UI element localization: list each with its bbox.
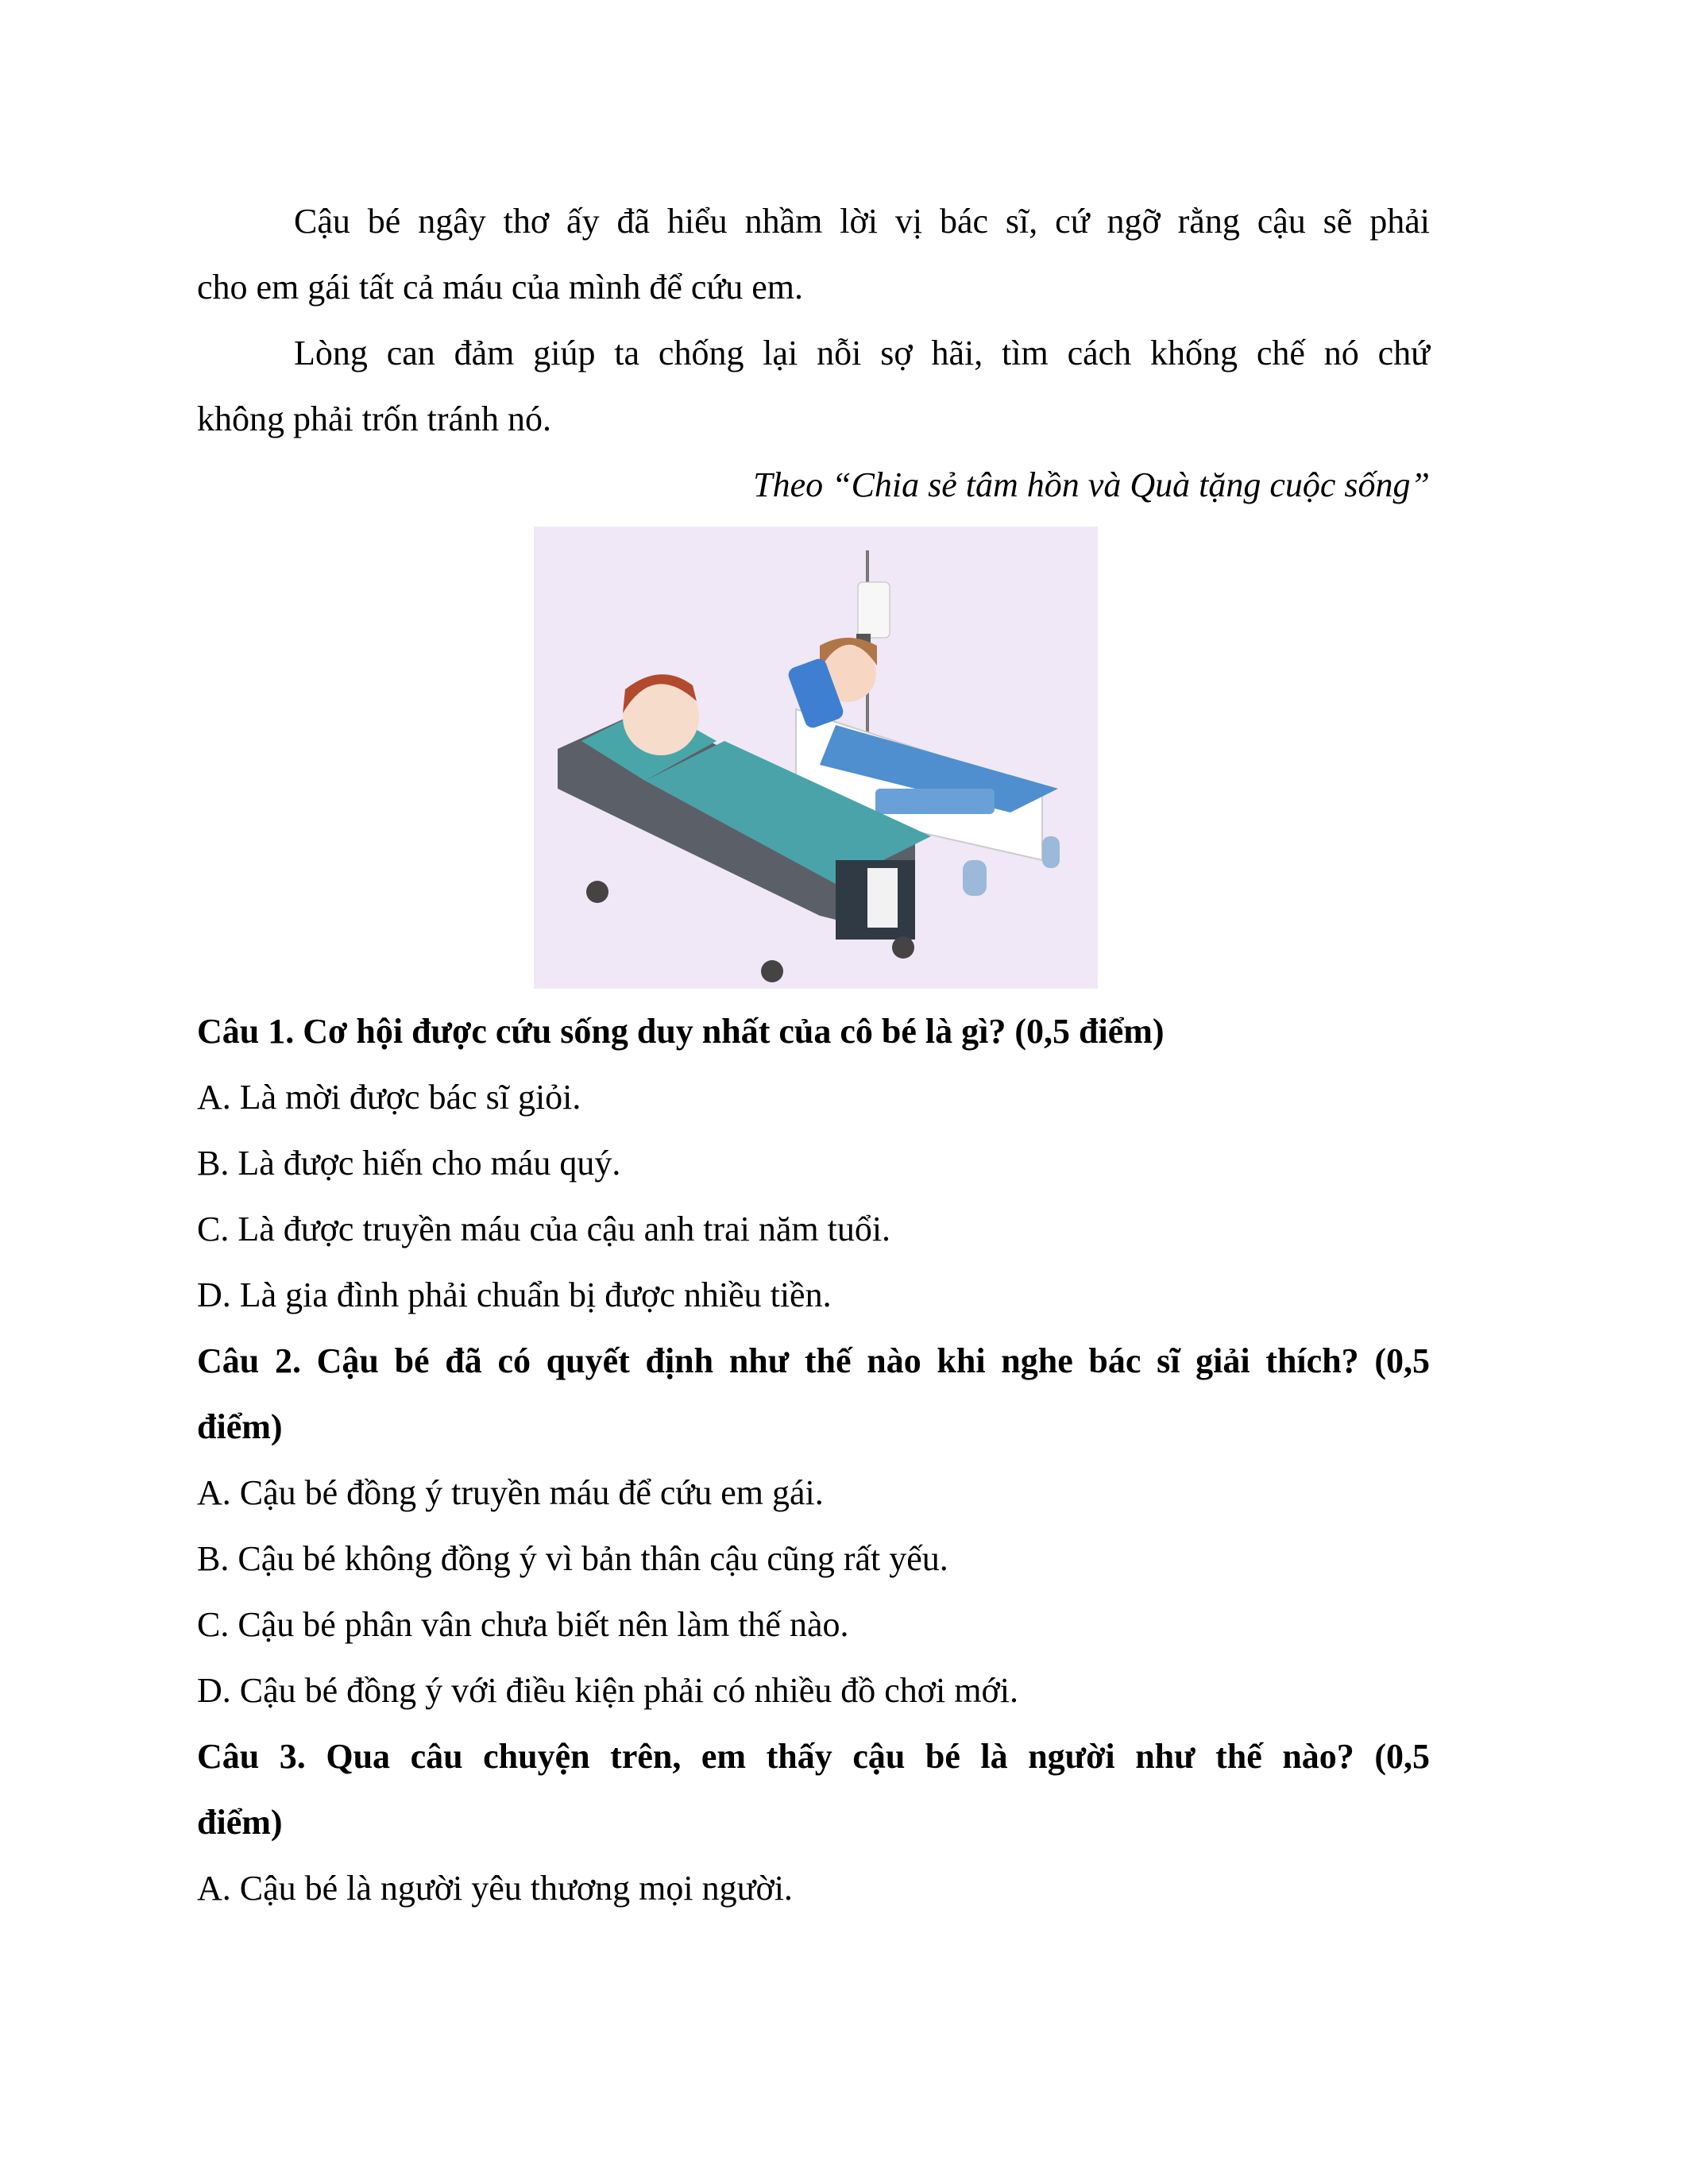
- paragraph-2-line-1: Lòng can đảm giúp ta chống lại nỗi sợ hãi, tìm cách khống chế nó chứ: [294, 334, 1430, 372]
- question-2-title-line-2: điểm): [197, 1407, 283, 1446]
- question-3-title-line-1: Câu 3. Qua câu chuyện trên, em thấy cậu bé là người như thế nào? (0,5: [197, 1737, 1430, 1776]
- question-1-option-d: D. Là gia đình phải chuẩn bị được nhiều tiền.: [197, 1275, 832, 1314]
- paragraph-1-line-1: Cậu bé ngây thơ ấy đã hiểu nhầm lời vị bác sĩ, cứ ngỡ rằng cậu sẽ phải: [294, 202, 1430, 241]
- paragraph-2-line-2: không phải trốn tránh nó.: [197, 399, 552, 438]
- question-2-option-a: A. Cậu bé đồng ý truyền máu để cứu em gái.: [197, 1473, 824, 1512]
- question-3-option-a: A. Cậu bé là người yêu thương mọi người.: [197, 1869, 793, 1908]
- question-1-option-a: A. Là mời được bác sĩ giỏi.: [197, 1078, 581, 1117]
- question-2-option-c: C. Cậu bé phân vân chưa biết nên làm thế nào.: [197, 1605, 849, 1644]
- question-2-option-d: D. Cậu bé đồng ý với điều kiện phải có nhiều đồ chơi mới.: [197, 1671, 1018, 1710]
- question-1-title: Câu 1. Cơ hội được cứu sống duy nhất của cô bé là gì? (0,5 điểm): [197, 1012, 1165, 1051]
- question-2-title-line-1: Câu 2. Cậu bé đã có quyết định như thế nào khi nghe bác sĩ giải thích? (0,5: [197, 1341, 1430, 1380]
- question-1-option-c: C. Là được truyền máu của cậu anh trai năm tuổi.: [197, 1210, 891, 1248]
- question-1-option-b: B. Là được hiến cho máu quý.: [197, 1144, 621, 1183]
- source-citation: Theo “Chia sẻ tâm hồn và Quà tặng cuộc sống”: [753, 465, 1430, 504]
- paragraph-1-line-2: cho em gái tất cả máu của mình để cứu em.: [197, 268, 803, 307]
- hospital-beds-illustration: [534, 527, 1098, 989]
- question-2-option-b: B. Cậu bé không đồng ý vì bản thân cậu cũng rất yếu.: [197, 1539, 948, 1578]
- question-3-title-line-2: điểm): [197, 1803, 283, 1842]
